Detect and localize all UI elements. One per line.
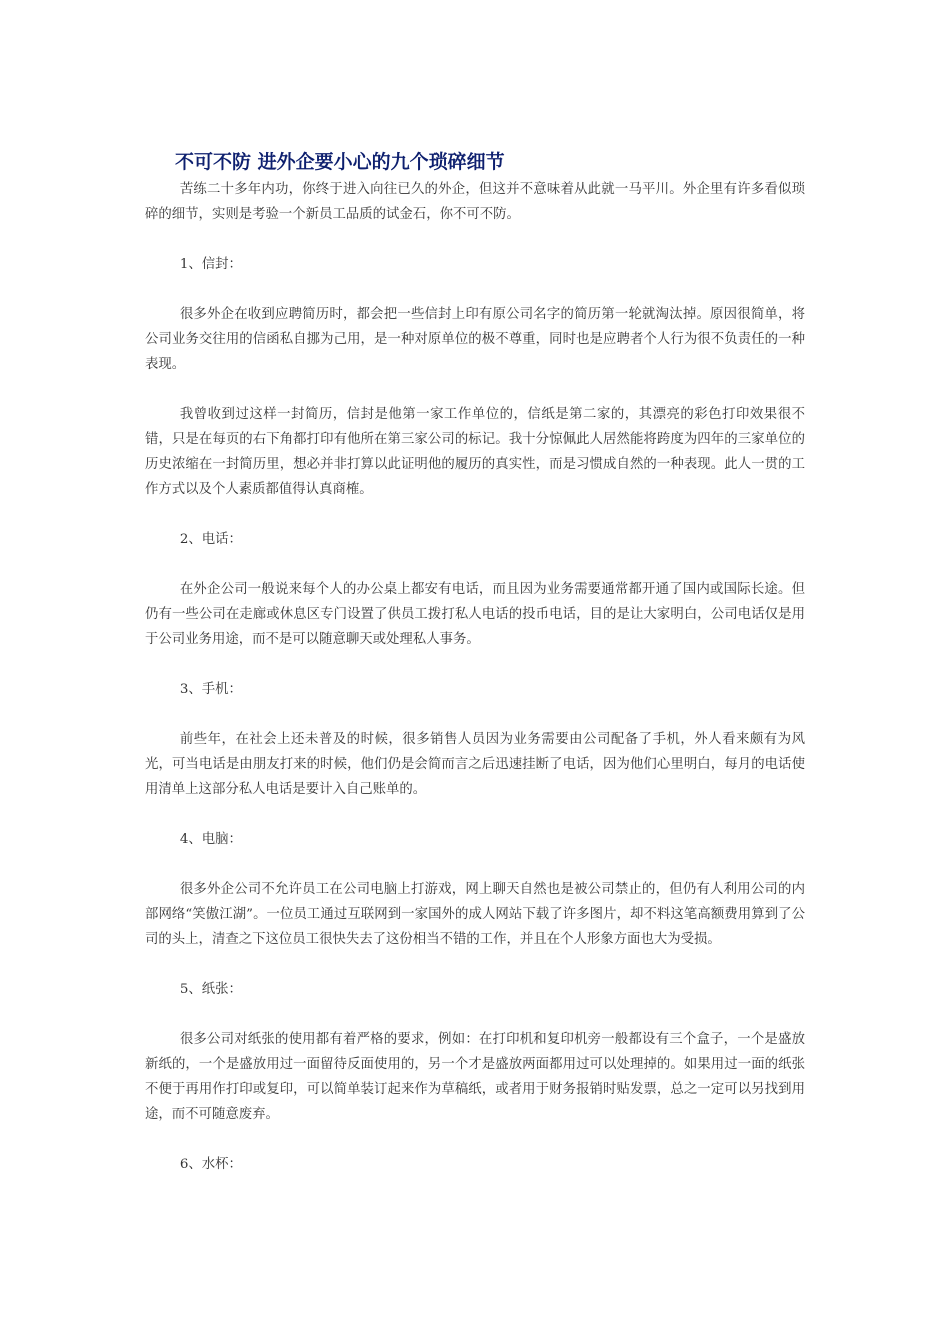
document-title: 不可不防 进外企要小心的九个琐碎细节 (175, 151, 505, 173)
section-heading-computer: 4、电脑： (179, 832, 242, 847)
section-heading-mobile: 3、手机： (179, 682, 242, 697)
paragraph-envelope-2: 我曾收到过这样一封简历，信封是他第一家工作单位的，信纸是第二家的，其漂亮的彩色打印效果很不错，只是在每页的右下角都打印有他所在第三家公司的标记。我十分惊佩此人居然能将跨度为四年的三家单位的历史浓缩在一封简历里，想必并非打算以此证明他的履历的真实性，而是习惯成自然的一种表现。此人一贯的工作方式以及个人素质都值得认真商榷。 (145, 407, 805, 497)
intro-paragraph: 苦练二十多年内功，你终于进入向往已久的外企，但这并不意味着从此就一马平川。外企里有许多看似琐碎的细节，实则是考验一个新员工品质的试金石，你不可不防。 (145, 182, 805, 222)
paragraph-computer-1: 很多外企公司不允许员工在公司电脑上打游戏，网上聊天自然也是被公司禁止的，但仍有人利用公司的内部网络“笑傲江湖”。一位员工通过互联网到一家国外的成人网站下载了许多图片，却不料这笔高额费用算到了公司的头上，清查之下这位员工很快失去了这份相当不错的工作，并且在个人形象方面也大为受损。 (145, 882, 805, 947)
paragraph-telephone-1: 在外企公司一般说来每个人的办公桌上都安有电话，而且因为业务需要通常都开通了国内或国际长途。但仍有一些公司在走廊或休息区专门设置了供员工拨打私人电话的投币电话，目的是让大家明白，公司电话仅是用于公司业务用途，而不是可以随意聊天或处理私人事务。 (145, 582, 805, 647)
paragraph-mobile-1: 前些年，在社会上还未普及的时候，很多销售人员因为业务需要由公司配备了手机，外人看来颇有为风光，可当电话是由朋友打来的时候，他们仍是会简而言之后迅速挂断了电话，因为他们心里明白，每月的电话使用清单上这部分私人电话是要计入自己账单的。 (145, 732, 805, 797)
document-body (145, 177, 805, 1202)
section-heading-envelope: 1、信封： (179, 257, 242, 272)
section-heading-cup: 6、水杯： (179, 1157, 242, 1172)
paragraph-envelope-1: 很多外企在收到应聘简历时，都会把一些信封上印有原公司名字的简历第一轮就淘汰掉。原因很简单，将公司业务交往用的信函私自挪为己用，是一种对原单位的极不尊重，同时也是应聘者个人行为很不负责任的一种表现。 (145, 307, 805, 372)
section-heading-telephone: 2、电话： (179, 532, 242, 547)
paragraph-paper-1: 很多公司对纸张的使用都有着严格的要求，例如：在打印机和复印机旁一般都设有三个盒子，一个是盛放新纸的，一个是盛放用过一面留待反面使用的，另一个才是盛放两面都用过可以处理掉的。如果用过一面的纸张不便于再用作打印或复印，可以简单装订起来作为草稿纸，或者用于财务报销时贴发票，总之一定可以另找到用途，而不可随意废弃。 (145, 1032, 805, 1122)
section-heading-paper: 5、纸张： (179, 982, 242, 997)
